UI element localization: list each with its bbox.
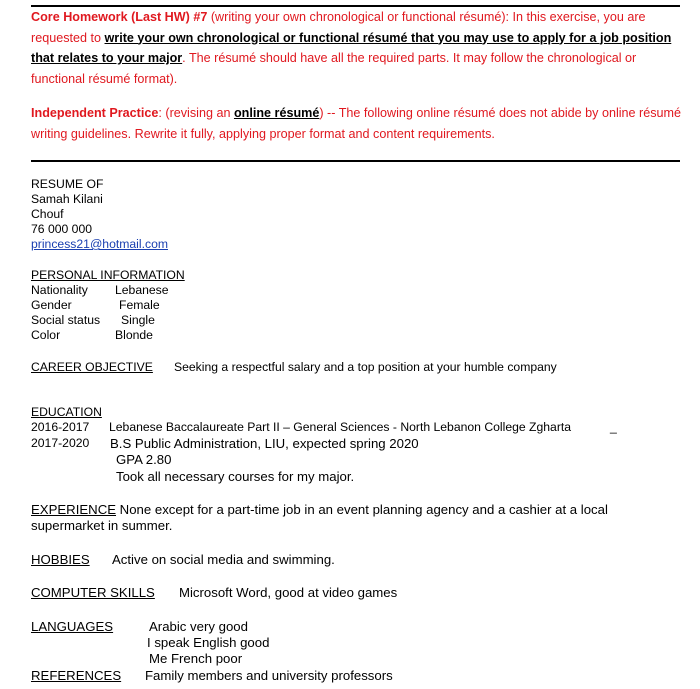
online-resume-key: online résumé <box>233 106 320 120</box>
personal-row-social-status <box>31 313 155 328</box>
career-objective-row <box>31 360 557 375</box>
personal-row-nationality <box>31 283 169 298</box>
computer-skills-text: Microsoft Word, good at video games <box>179 585 398 600</box>
independent-practice-rest: ) -- The following online résumé does not abide by online résumé writing guidelines. Rewrite it fully, applying proper format and content requirements. <box>31 106 682 141</box>
personal-label: Nationality <box>31 283 88 297</box>
resume-document <box>31 0 691 689</box>
trailing-underscore: _ <box>610 420 617 434</box>
resume-email-link[interactable]: princess21@hotmail.com <box>31 237 169 251</box>
education-gpa: GPA 2.80 <box>116 452 172 467</box>
references-text: Family members and university professors <box>145 668 393 683</box>
personal-value: Single <box>121 313 155 327</box>
core-homework-key-phrase: write your own chronological or functional résumé that you may use to apply for a job position that relates to your major <box>31 30 672 65</box>
personal-label: Social status <box>31 313 101 327</box>
references-row <box>31 668 393 683</box>
career-objective-text: Seeking a respectful salary and a top position at your humble company <box>174 360 557 374</box>
education-text: Lebanese Baccalaureate Part II – General Sciences - North Lebanon College Zgharta <box>109 420 572 434</box>
experience-text-continued: supermarket in summer. <box>31 518 173 533</box>
hobbies-text: Active on social media and swimming. <box>112 552 335 567</box>
education-year: 2016-2017 <box>31 420 90 434</box>
experience-text: None except for a part-time job in an event planning agency and a cashier at a local <box>116 502 608 517</box>
education-year: 2017-2020 <box>31 436 90 450</box>
personal-info-title: PERSONAL INFORMATION <box>31 268 185 282</box>
personal-value: Blonde <box>115 328 153 342</box>
resume-name: Samah Kilani <box>31 192 103 206</box>
personal-label: Gender <box>31 298 72 312</box>
resume-heading: RESUME OF <box>31 177 104 191</box>
resume-phone: 76 000 000 <box>31 222 92 236</box>
core-homework-paren: (writing your own chronological or functional résumé): In this exercise, you are requested to <box>31 10 646 45</box>
education-text: B.S Public Administration, LIU, expected spring 2020 <box>110 436 419 451</box>
education-title: EDUCATION <box>31 405 102 419</box>
computer-skills-title: COMPUTER SKILLS <box>31 585 155 600</box>
language-item: Arabic very good <box>149 619 248 634</box>
personal-row-color <box>31 328 153 343</box>
hobbies-title: HOBBIES <box>31 552 90 567</box>
core-homework-title: Core Homework (Last HW) #7 <box>31 10 208 24</box>
language-item: I speak English good <box>147 635 270 650</box>
education-row-1 <box>31 420 617 435</box>
independent-practice-title: Independent Practice <box>31 106 159 120</box>
hobbies-row <box>31 552 335 567</box>
language-item: Me French poor <box>149 651 243 666</box>
education-courses: Took all necessary courses for my major. <box>116 469 355 484</box>
computer-skills-row <box>31 585 398 600</box>
references-title: REFERENCES <box>31 668 122 683</box>
personal-row-gender <box>31 298 160 313</box>
resume-place: Chouf <box>31 207 64 221</box>
experience-row <box>31 502 608 517</box>
languages-row <box>31 619 248 634</box>
independent-practice-intro: : (revising an <box>158 106 234 120</box>
career-objective-title: CAREER OBJECTIVE <box>31 360 153 374</box>
languages-title: LANGUAGES <box>31 619 114 634</box>
education-row-2 <box>31 436 419 451</box>
personal-value: Female <box>119 298 160 312</box>
experience-title: EXPERIENCE <box>31 502 117 517</box>
personal-value: Lebanese <box>115 283 169 297</box>
core-homework-rest: . The résumé should have all the required parts. It may follow the chronological or functional résumé format). <box>31 51 637 86</box>
personal-label: Color <box>31 328 61 342</box>
